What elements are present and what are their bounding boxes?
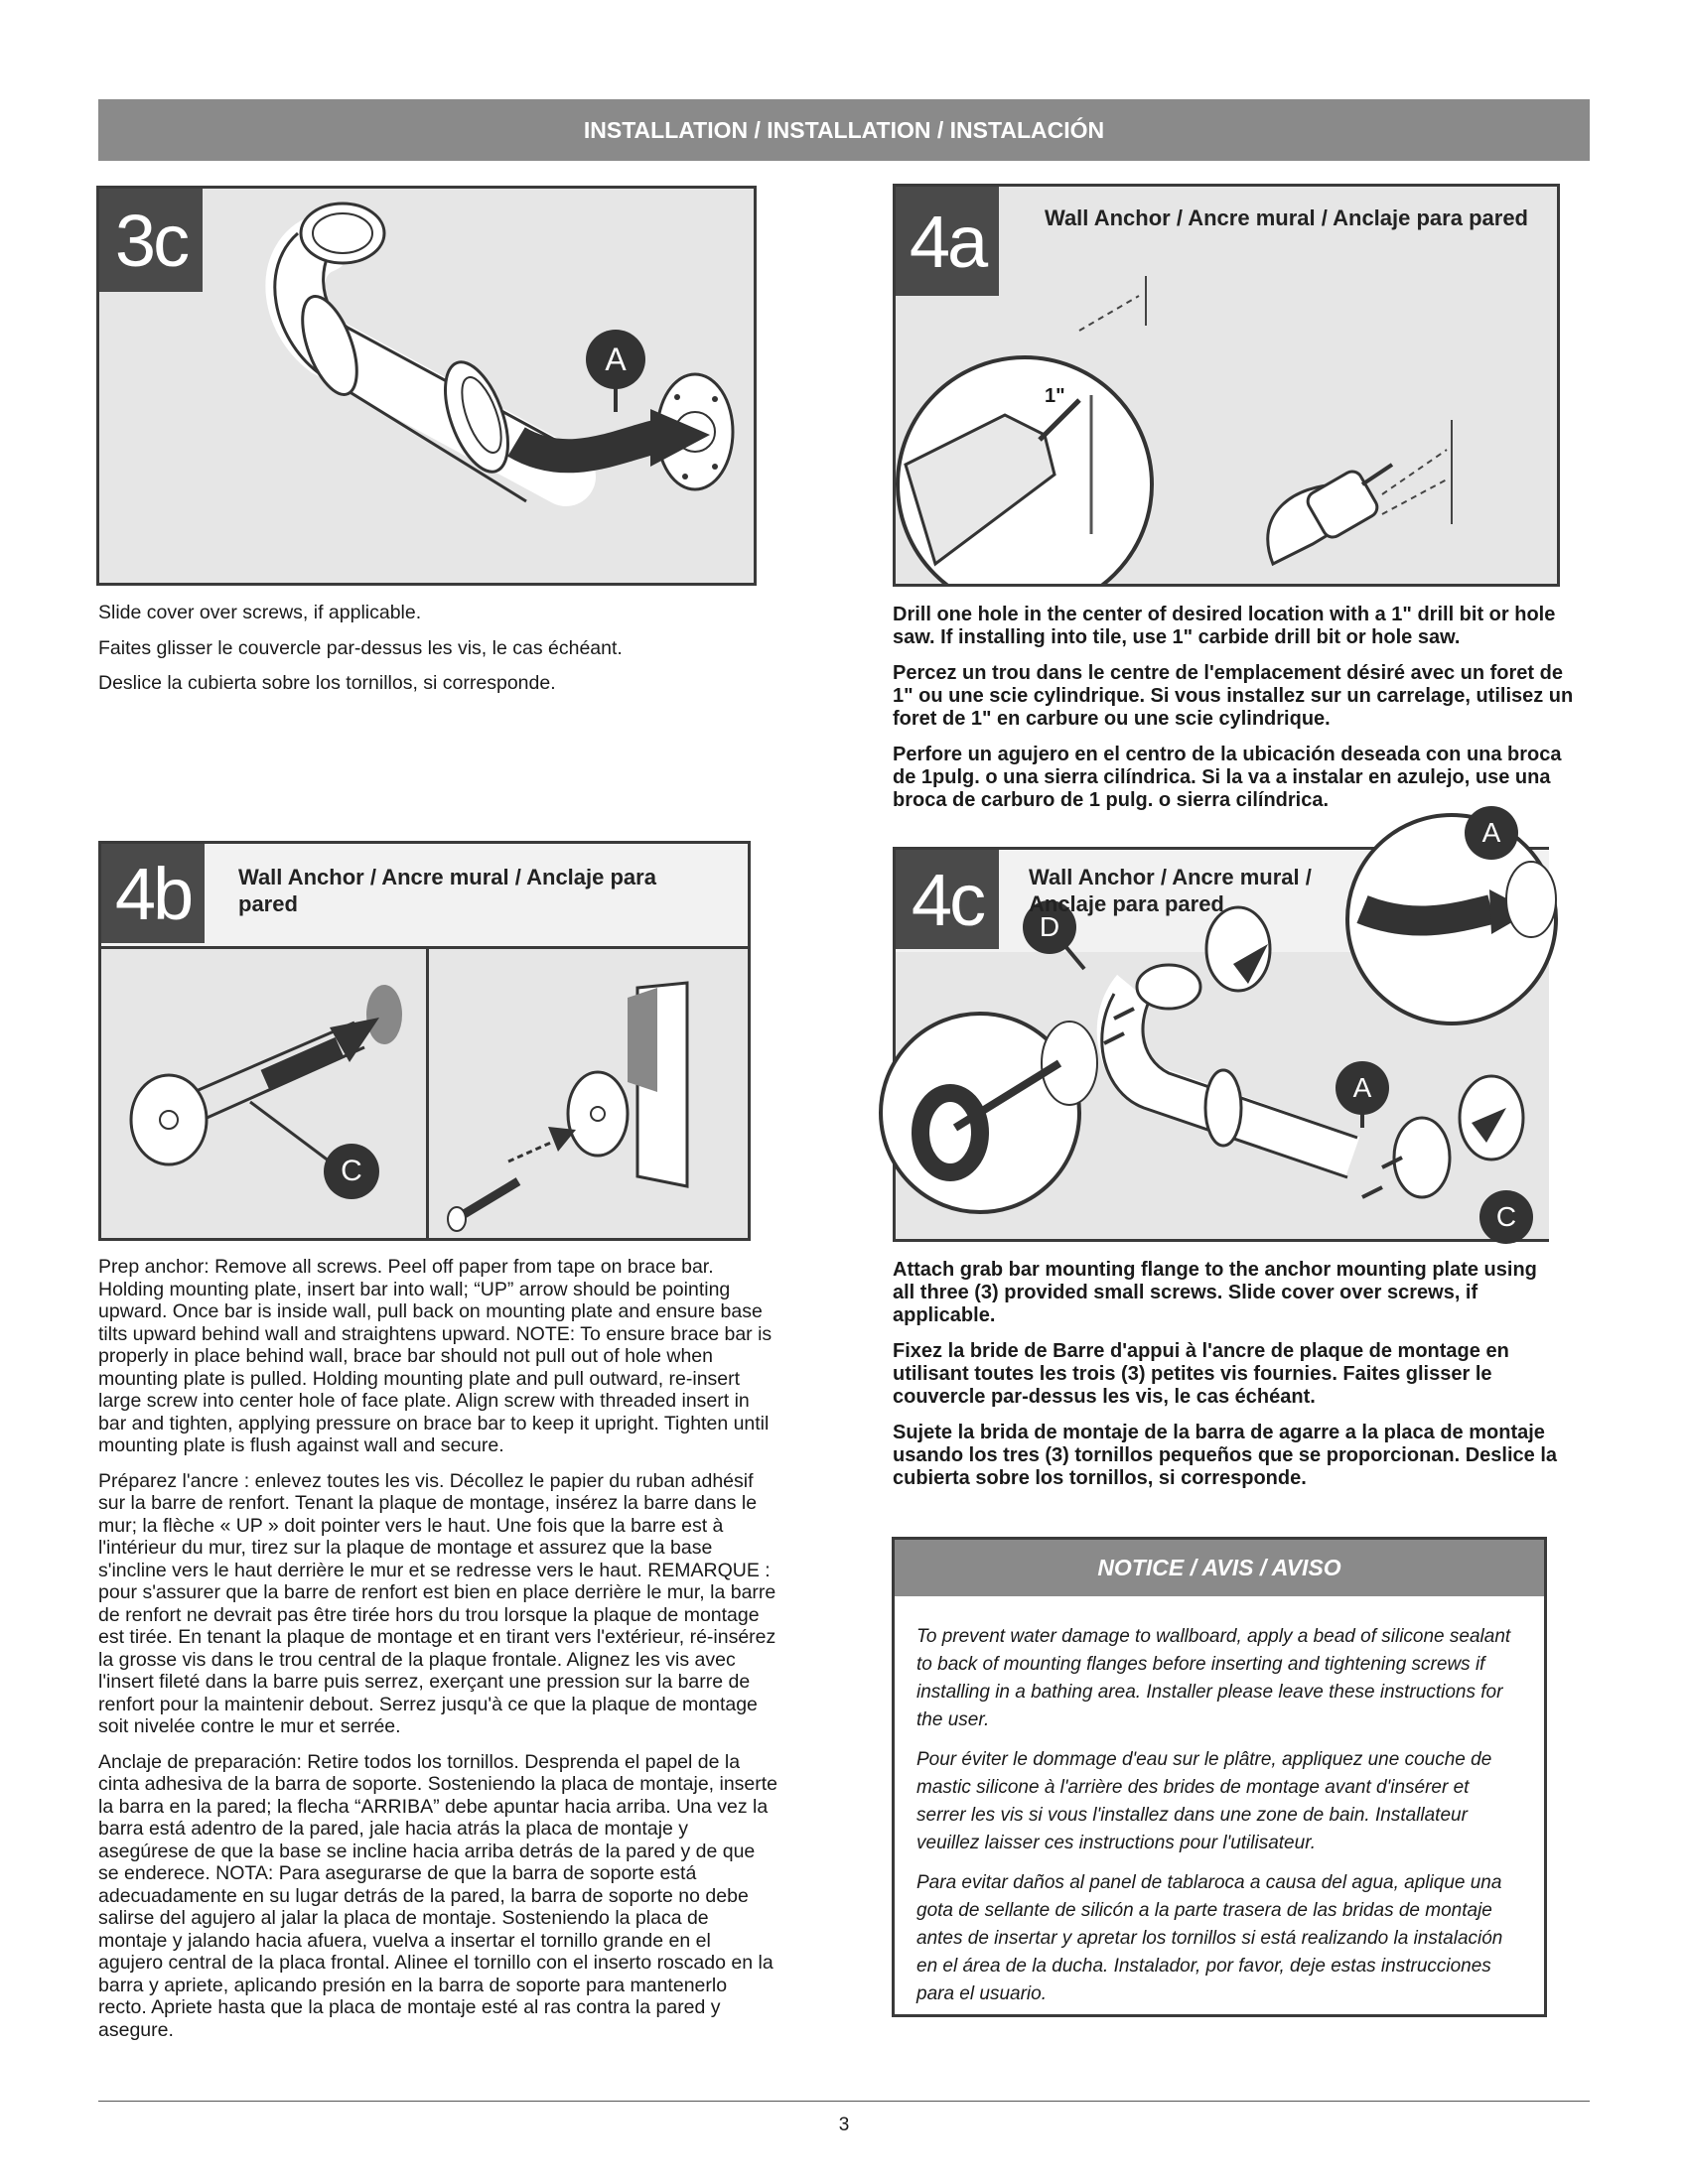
page-number: 3	[838, 2115, 850, 2135]
step-4b-panel	[98, 841, 751, 1241]
step-3c-text-es: Deslice la cubierta sobre los tornillos, si corresponde.	[98, 672, 556, 694]
step-badge: 4b	[101, 844, 205, 943]
step-3c-text-fr: Faites glisser le couvercle par-dessus les vis, le cas échéant.	[98, 636, 623, 659]
notice-text-es: Para evitar daños al panel de tablaroca a causa del agua, aplique una gota de sellante de silicón a la parte trasera de las bridas de montaje antes de insertar y apretar los tornillos si está realizando la instalación en el área de la ducha. Instalador, por favor, deje estas instrucciones para el usuario.	[916, 1872, 1503, 2004]
callout-d: D	[1039, 911, 1060, 942]
step-4b-text-en: Prep anchor: Remove all screws. Peel off paper from tape on brace bar. Holding mounting plate, insert bar into wall; “UP” arrow should be pointing upward. Once bar is inside wall, pull back on mounting plate and ensure base tilts upward behind wall and straightens upward. NOTE: To ensure brace bar is properly in place behind wall, brace bar should not pull out of hole when mounting plate is pulled. Holding mounting plate and pull outward, re-insert large screw into center hole of face plate. Align screw with threaded insert in bar and tighten, applying pressure on brace bar to keep it upright. Tighten until mounting plate is flush against wall and secure.	[98, 1256, 773, 1456]
step-4c-text-es: Sujete la brida de montaje de la barra de agarre a la placa de montaje usando los tres (3) tornillos pequeños que se proporcionan. Deslice la cubierta sobre los tornillos, si corresponde.	[893, 1422, 1558, 1489]
dimension-label: 1"	[1045, 385, 1065, 407]
step-3c-text	[98, 602, 754, 708]
step-4c-panel	[893, 817, 1549, 1242]
panel-title: Wall Anchor / Ancre mural / Anclaje para pared	[1029, 865, 1312, 916]
step-4b-text	[98, 1256, 778, 2054]
callout-c: C	[1495, 1201, 1517, 1232]
step-4a-text-en: Drill one hole in the center of desired location with a 1" drill bit or hole saw. If installing into tile, use 1" carbide drill bit or hole saw.	[893, 604, 1556, 648]
step-4a-text-es: Perfore un agujero en el centro de la ubicación deseada con una broca de 1pulg. o una sierra cilíndrica. Si la va a instalar en azulejo, use una broca de carburo de 1 pulg. o sierra cilíndrica.	[893, 744, 1562, 811]
notice-title: NOTICE / AVIS / AVISO	[1097, 1555, 1341, 1580]
callout-a-magnified: A	[1481, 817, 1501, 848]
step-badge: 3c	[99, 189, 203, 292]
callout-a: A	[605, 341, 627, 377]
step-4b-text-es: Anclaje de preparación: Retire todos los tornillos. Desprenda el papel de la cinta adhesiva de la barra de soporte. Sosteniendo la placa de montaje, inserte la barra en la pared; la flecha “ARRIBA” debe apuntar hacia arriba. Una vez la barra está adentro de la pared, jale hacia atrás la placa de montaje y asegúrese de que la base se incline hacia arriba detrás de la pared y de que se enderece. NOTA: Para asegurarse de que la barra de soporte está adecuadamente en su lugar detrás de la pared, la barra de soporte no debe salirse del agujero al jalar la placa de montaje. Sosteniendo la placa de montaje y jalando hacia afuera, vuelva a insertar el tornillo grande en el agujero central de la placa frontal. Alinee el tornillo con el inserto roscado en la barra y apriete, aplicando presión en la barra de soporte para mantenerlo recto. Apriete hasta que la placa de montaje esté al ras contra la pared y asegure.	[98, 1750, 778, 2041]
step-3c-text-en: Slide cover over screws, if applicable.	[98, 602, 422, 623]
section-header	[98, 99, 1590, 161]
callout-c: C	[341, 1155, 362, 1187]
section-title: INSTALLATION / INSTALLATION / INSTALACIÓN	[583, 116, 1105, 143]
step-4c-text-en: Attach grab bar mounting flange to the anchor mounting plate using all three (3) provided small screws. Slide cover over screws, if applicable.	[893, 1259, 1537, 1326]
callout-a: A	[1352, 1072, 1372, 1103]
notice-box	[892, 1537, 1547, 2017]
step-4a-text	[893, 604, 1588, 825]
panel-title: Wall Anchor / Ancre mural / Anclaje para pared	[238, 865, 656, 916]
footer-rule	[98, 2101, 1590, 2102]
step-4a-text-fr: Percez un trou dans le centre de l'emplacement désiré avec un foret de 1" ou une scie cylindrique. Si vous installez sur un carrelage, utilisez un foret de 1" en carbure ou une scie cylindrique.	[893, 662, 1574, 730]
notice-body	[916, 1623, 1512, 2020]
step-badge: 4c	[896, 850, 999, 949]
notice-text-en: To prevent water damage to wallboard, apply a bead of silicone sealant to back of mounting flanges before inserting and tightening screws if installing in a bathing area. Installer please leave these instructions for the user.	[916, 1626, 1511, 1730]
panel-title: Wall Anchor / Ancre mural / Anclaje para pared	[1045, 205, 1528, 230]
notice-header	[895, 1540, 1544, 1596]
step-3c-panel	[96, 186, 757, 586]
step-badge: 4a	[896, 187, 999, 296]
step-4c-text	[893, 1259, 1563, 1503]
notice-text-fr: Pour éviter le dommage d'eau sur le plâtre, appliquez une couche de mastic silicone à l'arrière des brides de montage avant d'insérer et serrer les vis si vous l'installez dans une zone de bain. Installateur veuillez laisser ces instructions pour l'utilisateur.	[916, 1749, 1492, 1853]
step-4b-text-fr: Préparez l'ancre : enlevez toutes les vis. Décollez le papier du ruban adhésif sur la barre de renfort. Tenant la plaque de montage, insérez la barre dans le mur; la flèche « UP » doit pointer vers le haut. Une fois que la barre est à l'intérieur du mur, tirez sur la plaque de montage et assurez que la base s'incline vers le haut derrière le mur et se redresse vers le haut. REMARQUE : pour s'assurer que la barre de renfort est bien en place derrière le mur, la barre de renfort ne devrait pas être tirée hors du trou lorsque la plaque de montage est tirée. En tenant la plaque de montage et en tirant vers l'extérieur, ré-insérez la grosse vis dans le trou central de la plaque frontale. Alignez les vis avec l'insert fileté dans la barre puis serrez, exerçant une pression sur la barre de renfort pour la maintenir debout. Serrez jusqu'à ce que la plaque de montage soit nivelée contre le mur et serrée.	[98, 1469, 776, 1737]
step-4c-text-fr: Fixez la bride de Barre d'appui à l'ancre de plaque de montage en utilisant toutes les trois (3) petites vis fournies. Faites glisser le couvercle par-dessus les vis, le cas échéant.	[893, 1340, 1509, 1408]
step-4a-panel	[893, 184, 1560, 587]
